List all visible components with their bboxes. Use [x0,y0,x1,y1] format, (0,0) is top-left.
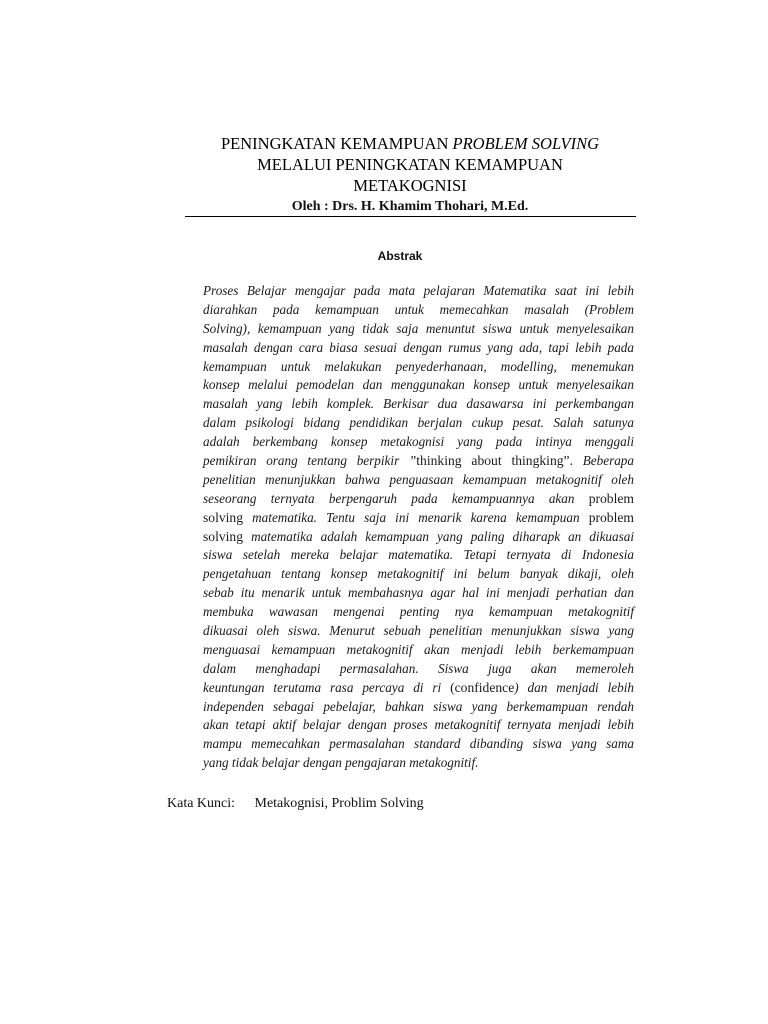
title-line-1 [150,133,670,154]
abstract-line [203,603,634,622]
title-line-3: METAKOGNISI [353,176,467,195]
abstract-line [203,433,634,452]
abstract-line [203,395,634,414]
abstract-upright-text: (confidence [450,679,515,695]
abstract-text: diarahkan pada kemampuan untuk memecahkan masalah (Problem [203,301,634,317]
abstract-line [203,471,634,490]
abstract-text: membuka wawasan mengenai penting nya kemampuan metakognitif [203,604,634,620]
abstract-body [203,282,634,773]
abstract-text: Solving), kemampuan yang tidak saja menuntut siswa untuk menyelesaikan [203,320,634,336]
abstract-text: pemikiran orang tentang berpikir ” [203,453,417,469]
abstract-line [203,679,634,698]
title-line-2: MELALUI PENINGKATAN KEMAMPUAN [257,155,563,174]
abstract-line [203,301,634,320]
abstract-text: sebab itu menarik untuk membahasnya agar hal ini menjadi perhatian dan [203,585,634,601]
abstract-line [203,546,634,565]
title-divider [185,216,636,217]
abstract-line [203,358,634,377]
abstract-text: mampu memecahkan permasalahan standard dibanding siswa yang sama [203,736,634,752]
abstract-line [203,584,634,603]
author-line: Oleh : Drs. H. Khamim Thohari, M.Ed. [291,199,529,214]
abstract-line [203,414,634,433]
abstract-text: kemampuan untuk melakukan penyederhanaan, modelling, menemukan [203,358,634,374]
keywords-value: Metakognisi, Problim Solving [254,796,424,811]
abstract-text: keuntungan terutama rasa percaya di ri [203,679,451,695]
abstract-text: seseorang ternyata berpengaruh pada kemampuannya akan [203,490,589,506]
abstract-line [203,490,634,509]
abstract-text: dikuasai oleh siswa. Menurut sebuah penelitian menunjukkan siswa yang [203,623,634,639]
abstract-text: masalah dengan cara biasa sesuai dengan rumus yang ada, tapi lebih pada [203,339,634,355]
abstract-upright-text: solving [203,509,244,525]
abstract-text: menguasai kemampuan metakognitif akan menjadi lebih berkemampuan [203,641,634,657]
abstract-line [203,754,634,773]
abstract-text: dalam psikologi bidang pendidikan berjalan cukup pesat. Salah satunya [203,415,634,431]
abstract-line [203,698,634,717]
abstract-text: Proses Belajar mengajar pada mata pelajaran Matematika saat ini lebih [203,283,634,298]
abstract-line [203,528,634,547]
abstract-text: dalam menghadapi permasalahan. Siswa juga akan memeroleh [203,660,634,676]
abstract-line [203,452,634,471]
abstract-line [203,565,634,584]
abstract-line [203,622,634,641]
abstract-text: ) dan menjadi lebih [514,679,635,695]
abstract-line [203,282,634,301]
abstract-line [203,641,634,660]
abstract-upright-text: solving [203,528,244,544]
abstract-text: penelitian menunjukkan bahwa penguasaan kemampuan metakognitif oleh [203,471,634,487]
keywords-label: Kata Kunci: [167,796,236,811]
abstract-line [203,716,634,735]
abstract-text: matematika adalah kemampuan yang paling diharapk an dikuasai [243,528,634,544]
keywords [167,796,647,812]
title-line-1-italic: PROBLEM SOLVING [452,134,600,153]
abstract-text: adalah berkembang konsep metakognisi yang pada intinya menggali [203,434,634,450]
abstract-upright-text: thinking about thingking”. [416,453,573,469]
abstract-line [203,339,634,358]
abstract-text: matematika. Tentu saja ini menarik karena kemampuan [243,509,589,525]
abstract-line [203,320,634,339]
abstract-text: pengetahuan tentang konsep metakognitif ini belum banyak dikaji, oleh [203,566,634,582]
abstract-line [203,735,634,754]
abstract-line [203,376,634,395]
abstract-text: yang tidak belajar dengan pengajaran metakognitif. [203,755,479,771]
abstract-text: Beberapa [572,453,634,469]
paper-title [150,133,670,196]
abstract-line [203,509,634,528]
abstract-text: independen sebagai pebelajar, bahkan siswa yang berkemampuan rendah [203,698,634,714]
abstract-text: siswa setelah mereka belajar matematika. Tetapi ternyata di Indonesia [203,547,634,563]
abstract-text: konsep melalui pemodelan dan menggunakan konsep untuk menyelesaikan [203,377,634,393]
abstract-upright-text: problem [588,509,634,525]
abstract-upright-text: problem [588,490,634,506]
abstract-text: masalah yang lebih komplek. Berkisar dua dasawarsa ini perkembangan [203,396,634,412]
abstract-line [203,660,634,679]
abstract-heading: Abstrak [377,249,423,263]
title-line-1-regular: PENINGKATAN KEMAMPUAN [220,134,453,153]
abstract-text: akan tetapi aktif belajar dengan proses metakognitif ternyata menjadi lebih [203,717,634,733]
